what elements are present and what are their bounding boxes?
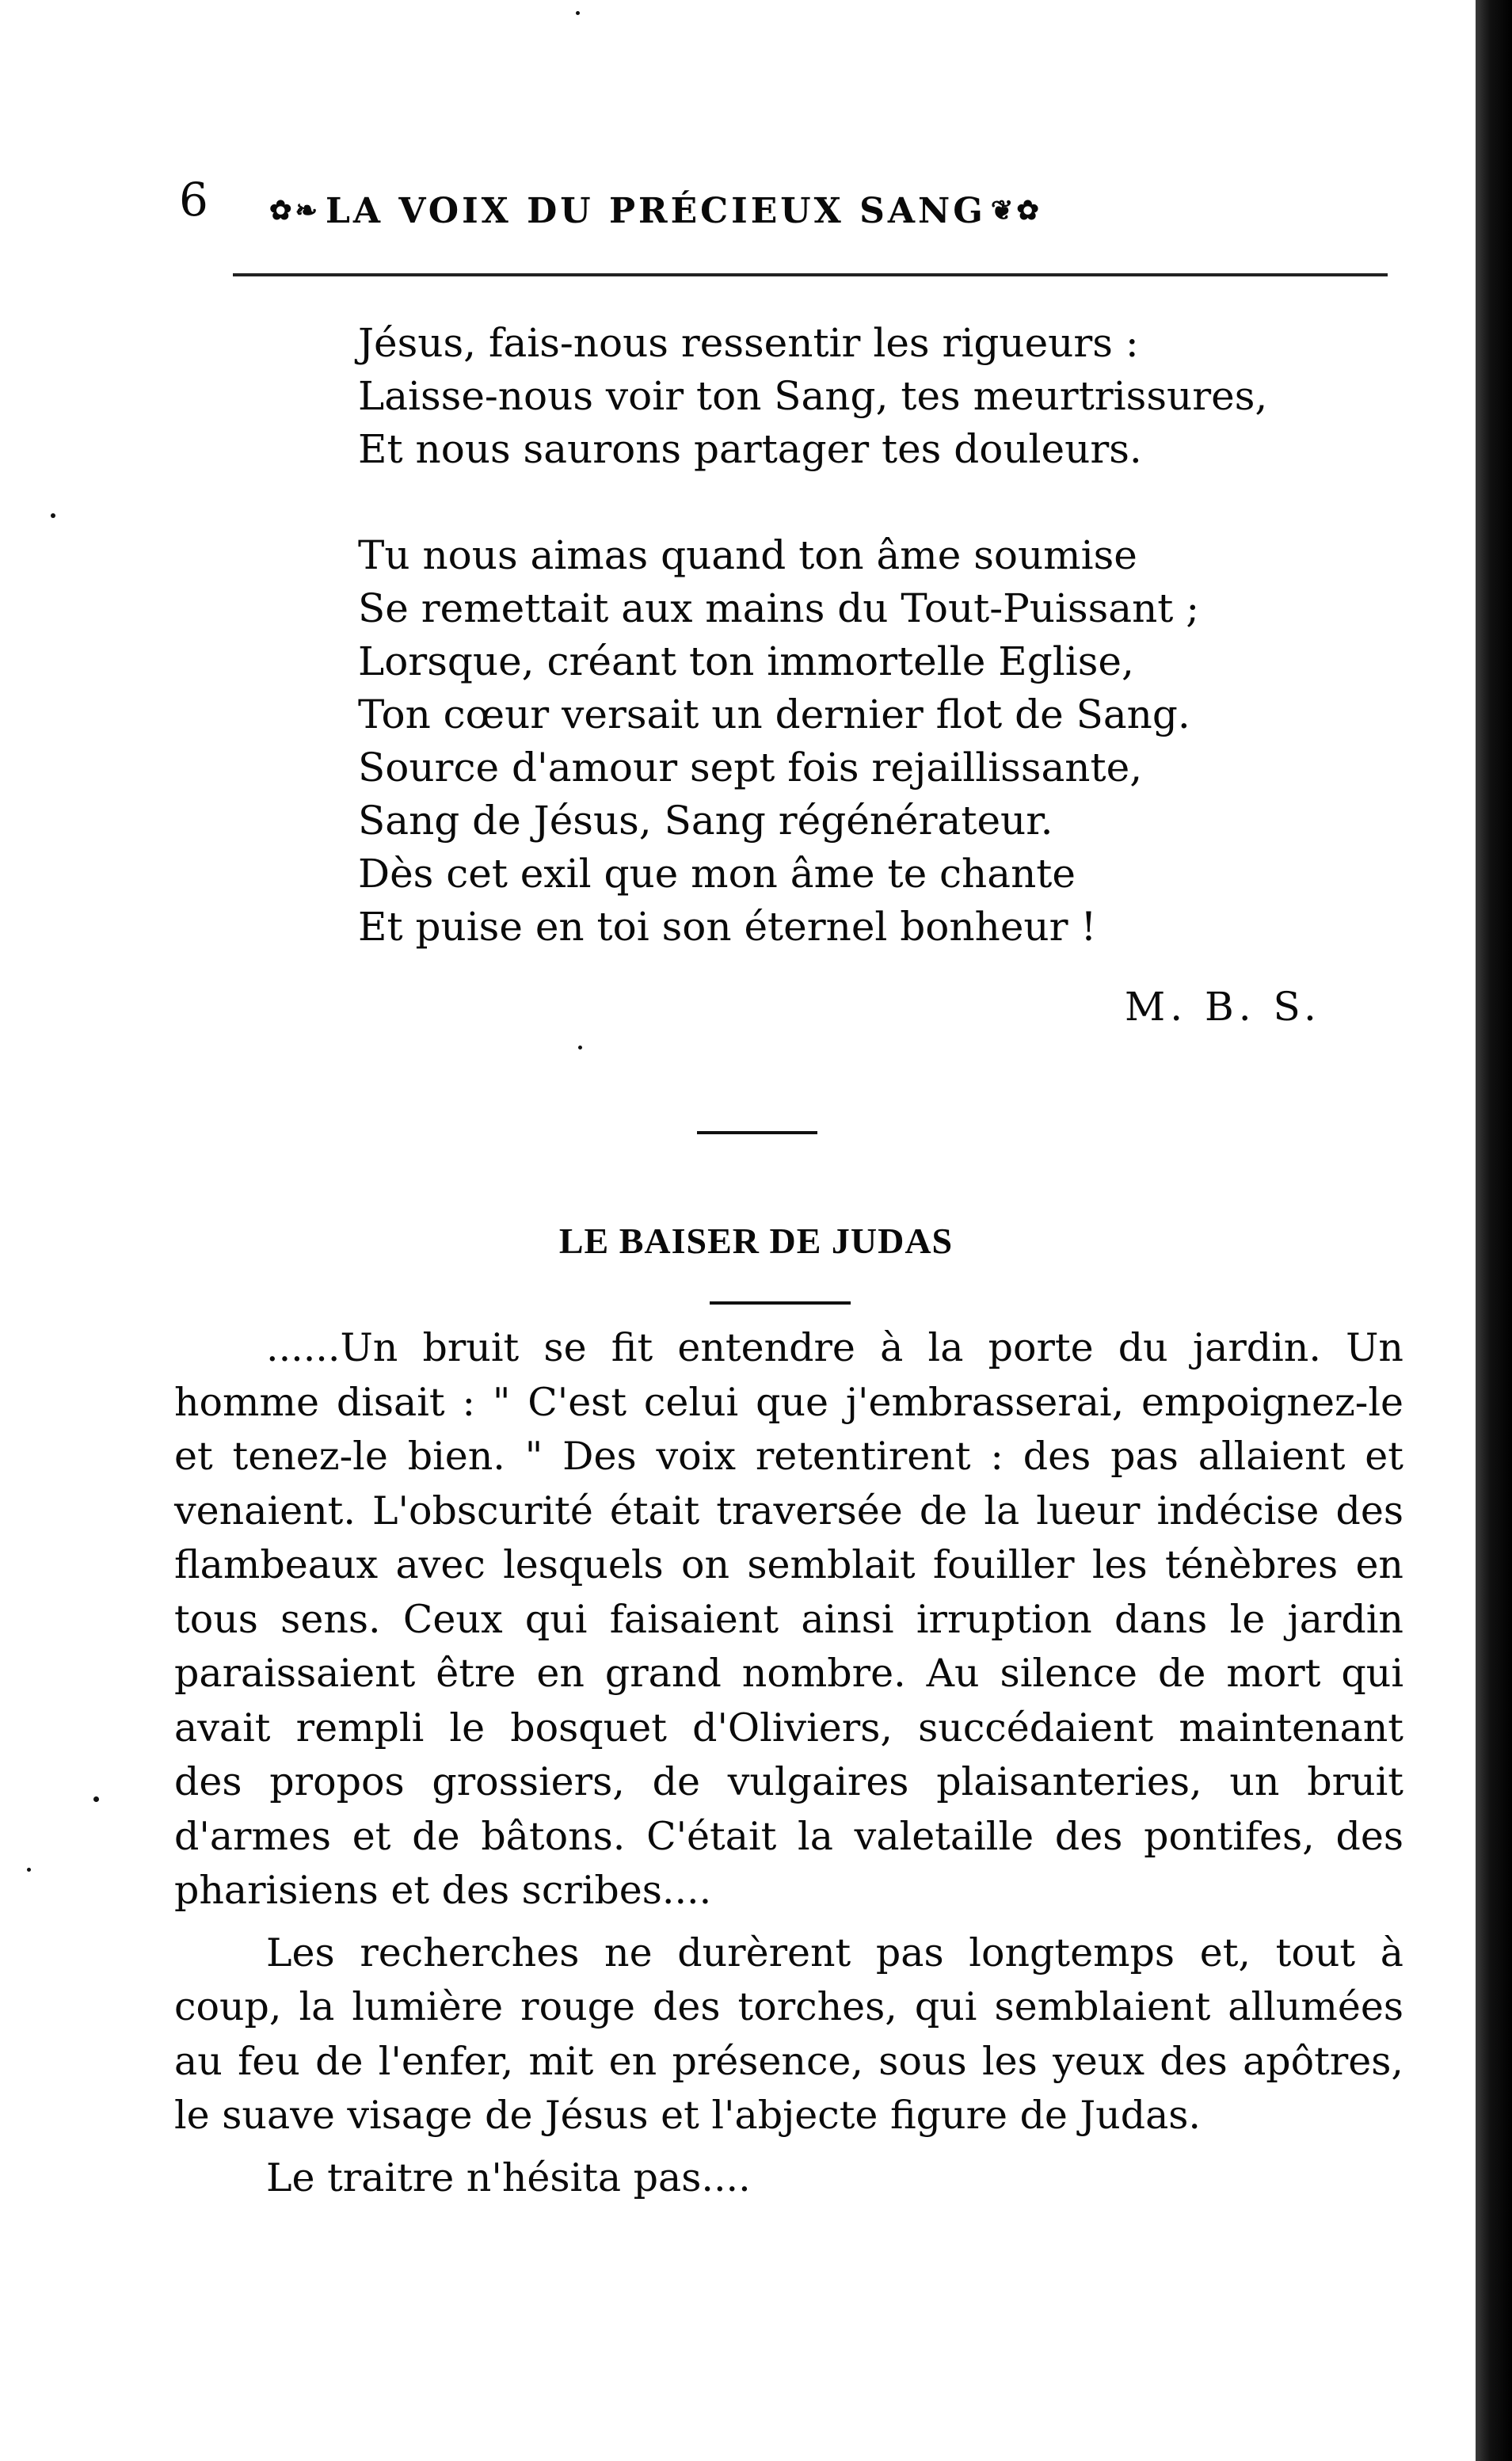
scan-speck — [578, 1046, 582, 1050]
title-underline — [710, 1301, 851, 1305]
prose-paragraph: ......Un bruit se fit entendre à la porte du jardin. Un homme disait : " C'est celui que j'embrasserai, empoignez-le et tenez-le bien. " Des voix retentirent : des pas allaient et venaient. L'obscurité était traversée de la lueur indécise des flambeaux avec lesquels on semblait fouiller les ténèbres en tous sens. Ceux qui faisaient ainsi irruption dans le jardin paraissaient être en grand nombre. Au silence de mort qui avait rempli le bosquet d'Oliviers, succédaient maintenant des propos grossiers, de vulgaires plaisanteries, un bruit d'armes et de bâtons. C'était la valetaille des pontifes, des pharisiens et des scribes.... — [174, 1325, 1403, 1913]
section-title: LE BAISER DE JUDAS — [558, 1221, 954, 1261]
poem-line: Sang de Jésus, Sang régénérateur. — [358, 798, 1053, 844]
running-head — [265, 187, 1373, 234]
scan-speck — [27, 1868, 31, 1872]
poem-line: Dès cet exil que mon âme te chante — [358, 851, 1076, 897]
poem-line: Se remettait aux mains du Tout-Puissant ; — [358, 585, 1200, 631]
poem-line: Et puise en toi son éternel bonheur ! — [358, 904, 1097, 950]
poem-line: Lorsque, créant ton immortelle Eglise, — [358, 638, 1134, 684]
poem-line: Et nous saurons partager tes douleurs. — [358, 426, 1142, 472]
scan-speck — [576, 11, 580, 15]
prose-paragraph: Le traitre n'hésita pas.... — [266, 2154, 751, 2200]
scan-speck — [51, 513, 55, 518]
page-number: 6 — [179, 173, 208, 227]
prose-paragraph: Les recherches ne durèrent pas longtemps et, tout à coup, la lumière rouge des torches, qui semblaient allumées au feu de l'enfer, mit en présence, sous les yeux des apôtres, le suave visage de Jésus et l'abjecte figure de Judas. — [174, 1930, 1403, 2138]
poem-signature: M. B. S. — [1125, 984, 1321, 1030]
section-divider — [697, 1131, 817, 1134]
ornament-icon: ❦✿ — [990, 195, 1042, 227]
poem-stanza — [358, 529, 1267, 954]
ornament-icon: ✿❧ — [269, 195, 321, 227]
running-head-title: LA VOIX DU PRÉCIEUX SANG — [325, 190, 986, 231]
poem-line: Ton cœur versait un dernier flot de Sang. — [358, 691, 1190, 737]
scan-speck — [93, 1796, 99, 1802]
poem — [358, 317, 1267, 1007]
poem-line: Source d'amour sept fois rejaillissante, — [358, 745, 1143, 790]
header-rule — [233, 273, 1388, 276]
poem-line: Laisse-nous voir ton Sang, tes meurtrissures, — [358, 373, 1268, 419]
poem-line: Tu nous aimas quand ton âme soumise — [358, 532, 1137, 578]
poem-line: Jésus, fais-nous ressentir les rigueurs : — [358, 320, 1139, 366]
prose-body — [174, 1321, 1403, 2213]
poem-stanza — [358, 317, 1267, 476]
